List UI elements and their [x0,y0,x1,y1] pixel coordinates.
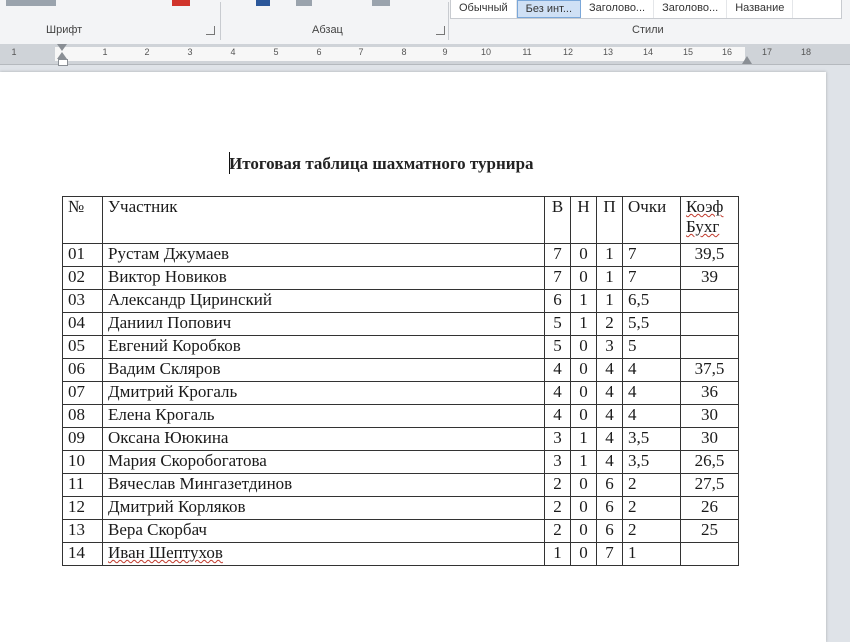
cell-coefficient[interactable]: 37,5 [681,359,739,382]
cell-num[interactable]: 07 [63,382,103,405]
cell-points[interactable]: 4 [623,382,681,405]
cell-draws[interactable]: 1 [571,290,597,313]
line-spacing-button[interactable] [296,0,312,6]
cell-points[interactable]: 4 [623,359,681,382]
cell-name[interactable]: Вадим Скляров [103,359,545,382]
styles-group-label: Стили [632,24,664,36]
font-dialog-launcher-icon[interactable] [206,26,215,35]
document-page[interactable] [0,72,826,642]
table-row [63,474,739,497]
style-heading-2[interactable]: Заголово... [654,0,727,18]
cell-draws[interactable]: 0 [571,267,597,290]
header-coef-line1: Коэф [686,197,724,216]
cell-num[interactable]: 02 [63,267,103,290]
ruler-number: 9 [442,47,448,57]
participant-name-misspelled: Иван Шептухов [108,543,223,562]
ruler-number: 18 [800,47,811,57]
cell-num[interactable]: 09 [63,428,103,451]
cell-wins[interactable]: 7 [545,244,571,267]
cell-points[interactable]: 3,5 [623,451,681,474]
header-wins[interactable]: В [545,197,571,244]
cell-points[interactable]: 6,5 [623,290,681,313]
cell-wins[interactable]: 1 [545,543,571,566]
cell-coefficient[interactable]: 39,5 [681,244,739,267]
borders-button[interactable] [372,0,390,6]
ruler-number: 14 [642,47,653,57]
tournament-table[interactable] [62,196,739,566]
cell-losses[interactable]: 2 [597,313,623,336]
cell-draws[interactable]: 0 [571,359,597,382]
cell-losses[interactable]: 4 [597,382,623,405]
horizontal-ruler[interactable] [0,44,850,65]
cell-wins[interactable]: 3 [545,451,571,474]
ruler-number: 13 [602,47,613,57]
table-body [63,244,739,566]
ruler-number: 2 [144,47,150,57]
cell-coefficient[interactable]: 30 [681,428,739,451]
cell-losses[interactable]: 4 [597,451,623,474]
ruler-number: 5 [273,47,279,57]
cell-wins[interactable]: 4 [545,359,571,382]
header-coefficient[interactable] [681,197,739,244]
cell-losses[interactable]: 3 [597,336,623,359]
ruler-number: 1 [102,47,108,57]
cell-coefficient[interactable] [681,290,739,313]
cell-num[interactable]: 01 [63,244,103,267]
table-row [63,405,739,428]
cell-losses[interactable]: 1 [597,267,623,290]
header-num[interactable]: № [63,197,103,244]
cell-draws[interactable]: 0 [571,244,597,267]
table-row [63,359,739,382]
cell-losses[interactable]: 4 [597,428,623,451]
first-line-indent-icon[interactable] [57,44,67,51]
table-row [63,497,739,520]
style-no-spacing[interactable]: Без инт... [517,0,581,18]
cell-coefficient[interactable] [681,336,739,359]
cell-coefficient[interactable]: 27,5 [681,474,739,497]
cell-draws[interactable]: 0 [571,543,597,566]
ruler-number: 1 [11,47,17,57]
cell-draws[interactable]: 0 [571,405,597,428]
cell-num[interactable]: 10 [63,451,103,474]
table-header-row [63,197,739,244]
header-losses[interactable]: П [597,197,623,244]
cell-name[interactable]: Дмитрий Крогаль [103,382,545,405]
text-color-button[interactable] [172,0,190,6]
style-heading-1[interactable]: Заголово... [581,0,654,18]
cell-points[interactable]: 7 [623,244,681,267]
cell-points[interactable]: 5,5 [623,313,681,336]
cell-wins[interactable]: 2 [545,474,571,497]
styles-gallery [450,0,842,19]
header-draws[interactable]: Н [571,197,597,244]
cell-num[interactable]: 03 [63,290,103,313]
cell-draws[interactable]: 1 [571,428,597,451]
cell-wins[interactable]: 5 [545,336,571,359]
cell-coefficient[interactable]: 26,5 [681,451,739,474]
cell-draws[interactable]: 0 [571,497,597,520]
cell-coefficient[interactable]: 26 [681,497,739,520]
ruler-number: 10 [480,47,491,57]
cell-coefficient[interactable]: 36 [681,382,739,405]
ruler-number: 6 [316,47,322,57]
ruler-number: 17 [761,47,772,57]
cell-losses[interactable]: 7 [597,543,623,566]
cell-wins[interactable]: 5 [545,313,571,336]
left-indent-icon[interactable] [58,59,68,66]
cell-draws[interactable]: 0 [571,336,597,359]
cell-losses[interactable]: 1 [597,290,623,313]
font-color-button[interactable] [6,0,56,6]
table-row [63,543,739,566]
paragraph-group-label: Абзац [312,24,343,36]
cell-losses[interactable]: 1 [597,244,623,267]
cell-name[interactable]: Александр Циринский [103,290,545,313]
cell-name[interactable]: Даниил Попович [103,313,545,336]
cell-wins[interactable]: 4 [545,405,571,428]
cell-coefficient[interactable] [681,543,739,566]
align-justify-button[interactable] [256,0,270,6]
cell-wins[interactable]: 2 [545,497,571,520]
header-points[interactable]: Очки [623,197,681,244]
cell-losses[interactable]: 6 [597,474,623,497]
cell-name[interactable] [103,543,545,566]
document-title[interactable]: Итоговая таблица шахматного турнира [229,154,534,173]
cell-draws[interactable]: 1 [571,451,597,474]
ribbon [0,0,850,45]
cell-points[interactable]: 7 [623,267,681,290]
cell-losses[interactable]: 6 [597,520,623,543]
left-indent-marker[interactable] [57,44,67,64]
ruler-number: 8 [401,47,407,57]
cell-num[interactable]: 11 [63,474,103,497]
cell-name[interactable]: Виктор Новиков [103,267,545,290]
group-separator [448,2,449,40]
cell-name[interactable]: Елена Крогаль [103,405,545,428]
table-row [63,244,739,267]
cell-wins[interactable]: 7 [545,267,571,290]
ruler-number: 11 [522,47,532,57]
header-participant[interactable]: Участник [103,197,545,244]
table-row [63,313,739,336]
table-row [63,267,739,290]
cell-num[interactable]: 04 [63,313,103,336]
ruler-number: 15 [682,47,693,57]
cell-coefficient[interactable]: 25 [681,520,739,543]
cell-name[interactable]: Евгений Коробков [103,336,545,359]
cell-num[interactable]: 08 [63,405,103,428]
hanging-indent-icon[interactable] [57,52,67,59]
cell-wins[interactable]: 3 [545,428,571,451]
cell-name[interactable]: Рустам Джумаев [103,244,545,267]
cell-points[interactable]: 4 [623,405,681,428]
ruler-number: 16 [721,47,732,57]
cell-coefficient[interactable] [681,313,739,336]
cell-name[interactable]: Вера Скорбач [103,520,545,543]
header-coef-line2: Бухг [686,217,720,236]
table-row [63,451,739,474]
ribbon-controls-row [0,0,450,10]
cell-losses[interactable]: 4 [597,405,623,428]
ruler-number: 4 [230,47,236,57]
cell-name[interactable]: Вячеслав Мингазетдинов [103,474,545,497]
table-row [63,290,739,313]
cell-wins[interactable]: 4 [545,382,571,405]
style-normal[interactable]: Обычный [451,0,517,18]
cell-draws[interactable]: 1 [571,313,597,336]
cell-points[interactable]: 2 [623,520,681,543]
cell-points[interactable]: 2 [623,474,681,497]
table-row [63,336,739,359]
cell-name[interactable]: Дмитрий Корляков [103,497,545,520]
cell-num[interactable]: 14 [63,543,103,566]
cell-num[interactable]: 13 [63,520,103,543]
cell-draws[interactable]: 0 [571,520,597,543]
cell-points[interactable]: 3,5 [623,428,681,451]
cell-coefficient[interactable]: 39 [681,267,739,290]
ruler-number: 7 [358,47,364,57]
cell-points[interactable]: 1 [623,543,681,566]
cell-wins[interactable]: 2 [545,520,571,543]
cell-losses[interactable]: 4 [597,359,623,382]
cell-name[interactable]: Мария Скоробогатова [103,451,545,474]
cell-points[interactable]: 2 [623,497,681,520]
right-indent-marker[interactable] [742,56,752,64]
paragraph-dialog-launcher-icon[interactable] [436,26,445,35]
cell-name[interactable]: Оксана Ююкина [103,428,545,451]
ruler-number: 12 [562,47,573,57]
ruler-number: 3 [187,47,193,57]
cell-num[interactable]: 05 [63,336,103,359]
font-group-label: Шрифт [46,24,83,36]
cell-num[interactable]: 06 [63,359,103,382]
table-row [63,428,739,451]
cell-draws[interactable]: 0 [571,382,597,405]
table-row [63,382,739,405]
cell-draws[interactable]: 0 [571,474,597,497]
cell-points[interactable]: 5 [623,336,681,359]
cell-num[interactable]: 12 [63,497,103,520]
cell-wins[interactable]: 6 [545,290,571,313]
table-row [63,520,739,543]
group-separator [220,2,221,40]
cell-losses[interactable]: 6 [597,497,623,520]
cell-coefficient[interactable]: 30 [681,405,739,428]
style-title[interactable]: Название [727,0,793,18]
